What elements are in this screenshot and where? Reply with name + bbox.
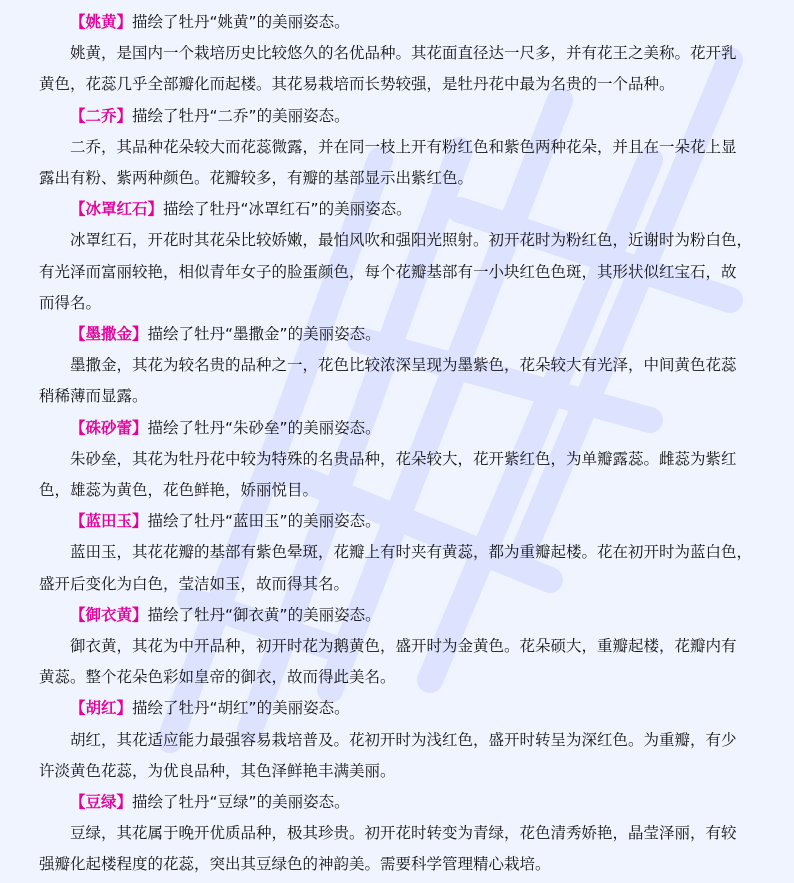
entry-heading xyxy=(39,194,766,225)
entry-heading xyxy=(39,319,766,350)
entry-caption: 描绘了牡丹“姚黄”的美丽姿态。 xyxy=(132,13,350,31)
body-line: 御衣黄，其花为中开品种，初开时花为鹅黄色，盛开时为金黄色。花朵硕大，重瓣起楼，花瓣内有 xyxy=(70,637,737,656)
peony-name: 【冰罩红石】 xyxy=(70,200,164,219)
body-line: 胡红，其花适应能力最强容易栽培普及。花初开时为浅红色，盛开时转呈为深红色。为重瓣，有少 xyxy=(70,730,737,749)
entry-heading xyxy=(39,7,766,38)
body-line: 稍稀薄而显露。 xyxy=(39,387,148,406)
entry-zhushalei xyxy=(39,413,766,507)
entry-yuyihuang xyxy=(39,600,766,694)
body-line: 姚黄，是国内一个栽培历史比较悠久的名优品种。其花面直径达一尺多，并有花王之美称。花开乳 xyxy=(70,44,737,63)
entry-heading xyxy=(39,101,766,132)
peony-name: 【二乔】 xyxy=(70,106,133,125)
body-line: 蓝田玉，其花花瓣的基部有紫色晕斑，花瓣上有时夹有黄蕊，都为重瓣起楼。花在初开时为蓝白色， xyxy=(70,543,753,562)
body-line: 豆绿，其花属于晚开优质品种，极其珍贵。初开花时转变为青绿，花色清秀娇艳，晶莹泽丽，有较 xyxy=(70,824,737,843)
body-line: 强瓣化起楼程度的花蕊，突出其豆绿色的神韵美。需要科学管理精心栽培。 xyxy=(39,855,551,874)
entry-lantianyu xyxy=(39,506,766,600)
entry-heading xyxy=(39,787,766,818)
peony-name: 【御衣黄】 xyxy=(70,605,148,624)
entry-caption: 描绘了牡丹“蓝田玉”的美丽姿态。 xyxy=(147,512,381,531)
body-line: 露出有粉、紫两种颜色。花瓣较多，有瓣的基部显示出紫红色。 xyxy=(39,169,474,188)
entry-caption: 描绘了牡丹“御衣黄”的美丽姿态。 xyxy=(147,605,381,624)
peony-name: 【姚黄】 xyxy=(70,13,133,31)
entry-caption: 描绘了牡丹“二乔”的美丽姿态。 xyxy=(132,106,350,125)
entry-doulv xyxy=(39,787,766,881)
body-line: 黄蕊。整个花朵色彩如皇帝的御衣，故而得此美名。 xyxy=(39,668,396,687)
entry-caption: 描绘了牡丹“墨撒金”的美丽姿态。 xyxy=(147,325,381,344)
body-line: 朱砂垒，其花为牡丹花中较为特殊的名贵品种，花朵较大，花开紫红色，为单瓣露蕊。雌蕊为紫红 xyxy=(70,449,737,468)
entry-huhong xyxy=(39,693,766,787)
entry-heading xyxy=(39,413,766,444)
peony-name: 【胡红】 xyxy=(70,699,133,718)
body-line: 色，雄蕊为黄色，花色鲜艳，娇丽悦目。 xyxy=(39,481,319,500)
body-line: 许淡黄色花蕊，为优良品种，其色泽鲜艳丰满美丽。 xyxy=(39,761,396,780)
entry-heading xyxy=(39,693,766,724)
body-line: 墨撒金，其花为较名贵的品种之一，花色比较浓深呈现为墨紫色，花朵较大有光泽，中间黄色花蕊 xyxy=(70,356,737,375)
entry-bingzhaohongshi xyxy=(39,194,766,319)
body-line: 而得名。 xyxy=(39,293,102,312)
entry-caption: 描绘了牡丹“冰罩红石”的美丽姿态。 xyxy=(163,200,412,219)
peony-name: 【墨撒金】 xyxy=(70,325,148,344)
entry-erqiao xyxy=(39,101,766,195)
body-line: 盛开后变化为白色，莹洁如玉，故而得其名。 xyxy=(39,574,350,593)
peony-name: 【豆绿】 xyxy=(70,793,133,812)
entry-caption: 描绘了牡丹“朱砂垒”的美丽姿态。 xyxy=(147,418,381,437)
body-line: 冰罩红石，开花时其花朵比较娇嫩，最怕风吹和强阳光照射。初开花时为粉红色，近谢时为粉白色， xyxy=(70,231,753,250)
entry-heading xyxy=(39,600,766,631)
entry-heading xyxy=(39,506,766,537)
peony-name: 【硃砂蕾】 xyxy=(70,418,148,437)
entry-caption: 描绘了牡丹“豆绿”的美丽姿态。 xyxy=(132,793,350,812)
entry-mosajin xyxy=(39,319,766,413)
body-line: 黄色，花蕊几乎全部瓣化而起楼。其花易栽培而长势较强，是牡丹花中最为名贵的一个品种。 xyxy=(39,75,675,94)
peony-name: 【蓝田玉】 xyxy=(70,512,148,531)
entry-caption: 描绘了牡丹“胡红”的美丽姿态。 xyxy=(132,699,350,718)
body-line: 有光泽而富丽较艳，相似青年女子的脸蛋颜色，每个花瓣基部有一小块红色色斑，其形状似红宝石，故 xyxy=(39,262,737,281)
body-line: 二乔，其品种花朵较大而花蕊微露，并在同一枝上开有粉红色和紫色两种花朵，并且在一朵花上显 xyxy=(70,137,737,156)
entry-yaohuang xyxy=(39,7,766,101)
